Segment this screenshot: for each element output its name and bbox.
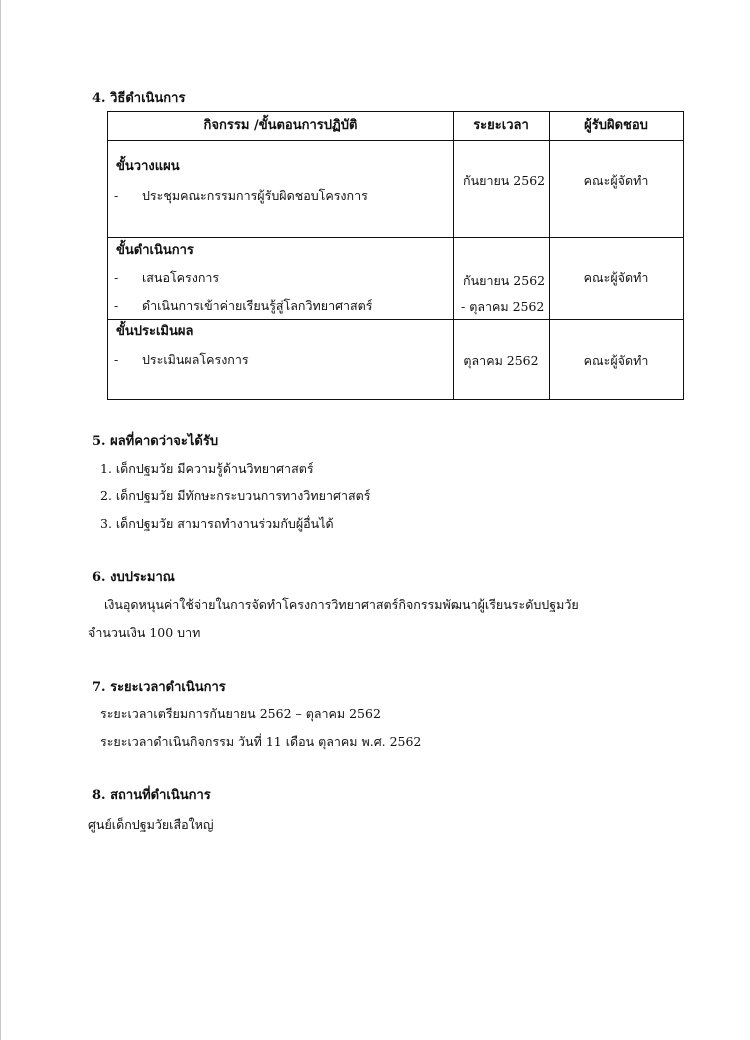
preparation-period: ระยะเวลาเตรียมการกันยายน 2562 – ตุลาคม 2562 bbox=[100, 706, 381, 721]
section-6-heading: 6. งบประมาณ bbox=[92, 570, 175, 585]
budget-amount: จำนวนเงิน 100 บาท bbox=[88, 625, 201, 640]
page-left-edge bbox=[0, 0, 1, 1040]
stage-evaluation: ขั้นประเมินผล bbox=[116, 324, 194, 339]
period-value: กันยายน 2562 bbox=[463, 173, 546, 188]
venue: ศูนย์เด็กปฐมวัยเสือใหญ่ bbox=[88, 817, 214, 832]
table-row-divider-1 bbox=[108, 237, 683, 238]
procedure-table bbox=[107, 111, 684, 400]
header-activity: กิจกรรม /ขั้นตอนการปฏิบัติ bbox=[203, 118, 358, 133]
period-value: - ตุลาคม 2562 bbox=[461, 299, 545, 314]
section-7-heading: 7. ระยะเวลาดำเนินการ bbox=[92, 680, 226, 695]
expected-outcome-item: 3. เด็กปฐมวัย สามารถทำงานร่วมกับผู้อื่นได้ bbox=[100, 516, 334, 531]
expected-outcome-item: 2. เด็กปฐมวัย มีทักษะกระบวนการทางวิทยาศาสตร์ bbox=[100, 488, 371, 503]
budget-description: เงินอุดหนุนค่าใช้จ่ายในการจัดทำโครงการวิทยาศาสตร์กิจกรรมพัฒนาผู้เรียนระดับปฐมวัย bbox=[104, 597, 579, 612]
bullet-dash: - bbox=[114, 188, 119, 203]
table-row bbox=[114, 298, 373, 314]
bullet-dash: - bbox=[114, 298, 119, 313]
header-responsible: ผู้รับผิดชอบ bbox=[584, 118, 648, 133]
bullet-dash: - bbox=[114, 352, 119, 367]
table-row bbox=[114, 352, 249, 368]
activity-item: ประชุมคณะกรรมการผู้รับผิดชอบโครงการ bbox=[142, 188, 368, 203]
stage-implementation: ขั้นดำเนินการ bbox=[116, 243, 194, 258]
responsible-value: คณะผู้จัดทำ bbox=[583, 270, 649, 285]
bullet-dash: - bbox=[114, 270, 119, 285]
activity-item: เสนอโครงการ bbox=[142, 270, 220, 285]
activity-item: ประเมินผลโครงการ bbox=[142, 352, 249, 367]
responsible-value: คณะผู้จัดทำ bbox=[583, 173, 649, 188]
header-period: ระยะเวลา bbox=[473, 118, 529, 133]
responsible-value: คณะผู้จัดทำ bbox=[583, 353, 649, 368]
section-4-heading: 4. วิธีดำเนินการ bbox=[92, 91, 186, 106]
section-5-heading: 5. ผลที่คาดว่าจะได้รับ bbox=[92, 434, 219, 449]
table-row-divider-2 bbox=[108, 319, 683, 320]
activity-date: ระยะเวลาดำเนินกิจกรรม วันที่ 11 เดือน ตุลาคม พ.ศ. 2562 bbox=[100, 734, 422, 749]
expected-outcome-item: 1. เด็กปฐมวัย มีความรู้ด้านวิทยาศาสตร์ bbox=[100, 461, 314, 476]
table-row bbox=[114, 270, 219, 286]
table-header-divider bbox=[108, 140, 683, 141]
activity-item: ดำเนินการเข้าค่ายเรียนรู้สู่โลกวิทยาศาสตร์ bbox=[142, 298, 373, 313]
period-value: ตุลาคม 2562 bbox=[463, 353, 539, 368]
section-8-heading: 8. สถานที่ดำเนินการ bbox=[92, 788, 211, 803]
table-row bbox=[114, 188, 368, 204]
period-value: กันยายน 2562 bbox=[463, 273, 546, 288]
stage-planning: ขั้นวางแผน bbox=[116, 159, 180, 174]
